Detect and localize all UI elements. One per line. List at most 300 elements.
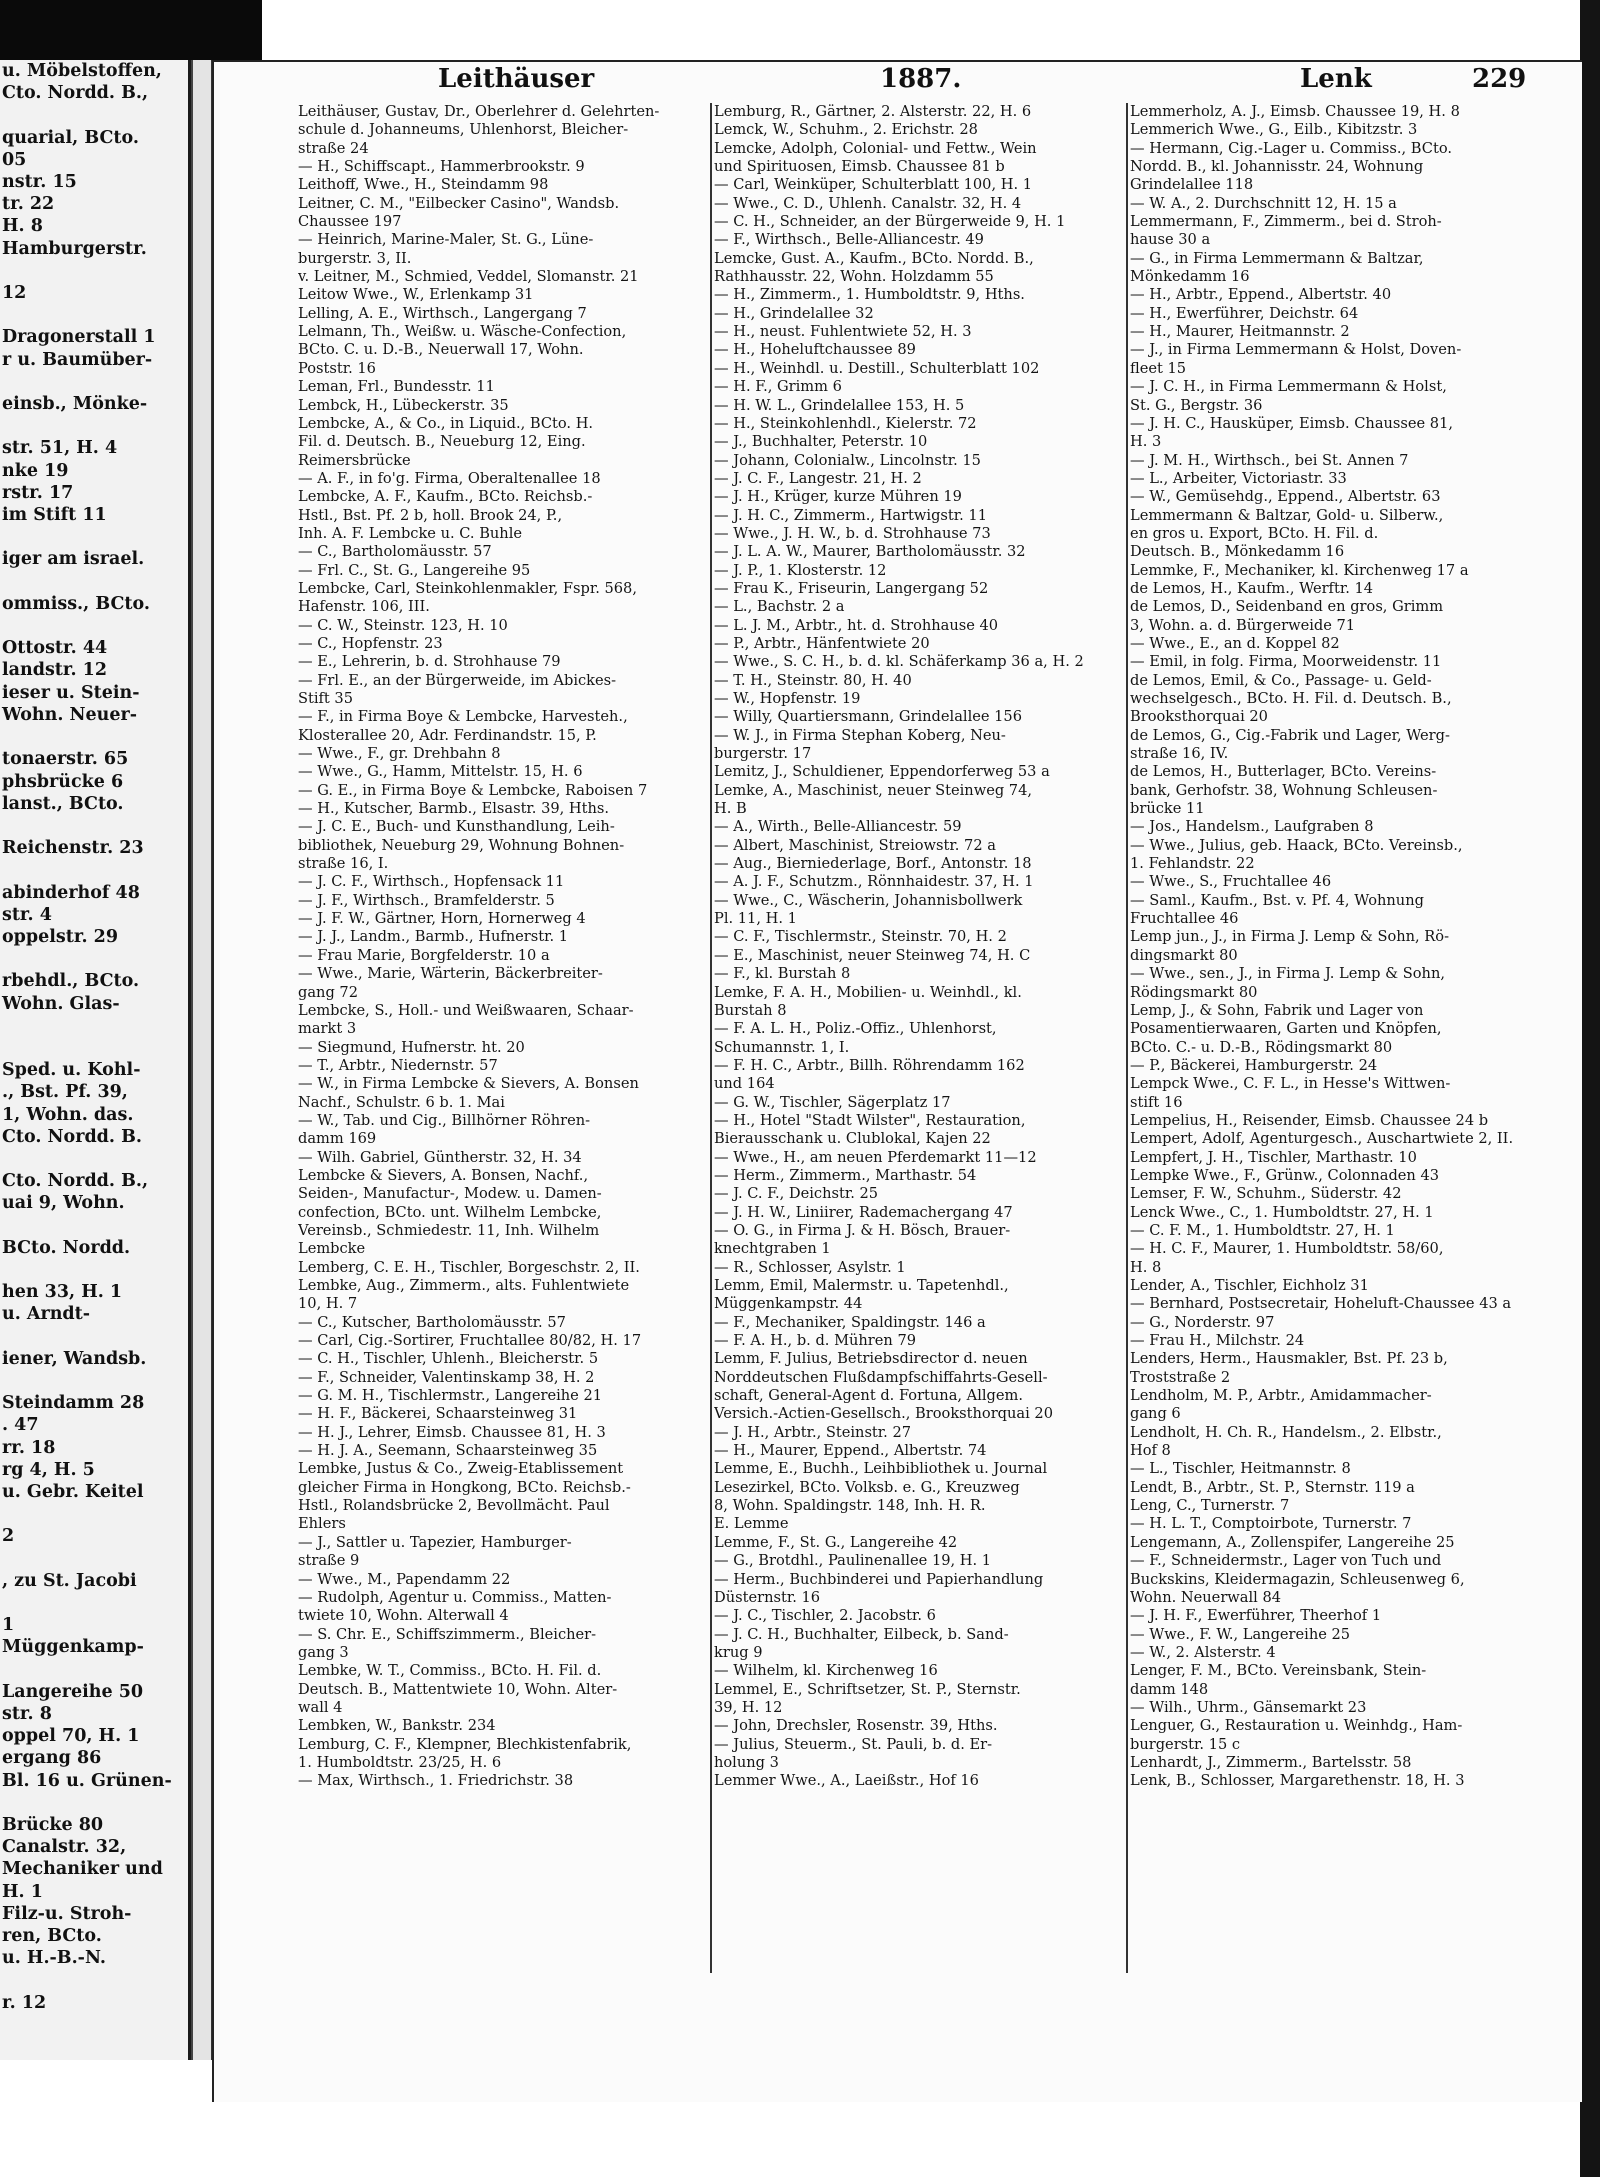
left-page-line: ergang 86: [2, 1748, 102, 1769]
left-page-line: [0, 1037, 188, 1059]
directory-entry-line: Lembke, Aug., Zimmerm., alts. Fuhlentwiete: [298, 1277, 630, 1294]
directory-entry-line: knechtgraben 1: [714, 1240, 831, 1258]
left-page-line: phsbrücke 6: [2, 771, 124, 792]
directory-entry-line: Lemitz, J., Schuldiener, Eppendorferweg 53 a: [714, 763, 1050, 781]
directory-entry-line: und Spirituosen, Eimsb. Chaussee 81 b: [714, 158, 1005, 176]
directory-entry-line: — C., Kutscher, Bartholomäusstr. 57: [298, 1313, 566, 1331]
directory-entry-line: Lemke, A., Maschinist, neuer Steinweg 74,: [714, 781, 1033, 799]
directory-entry-line: gleicher Firma in Hongkong, BCto. Reichsb.-: [298, 1478, 631, 1496]
directory-entry-line: — Wwe., H., am neuen Pferdemarkt 11—12: [714, 1148, 1037, 1166]
directory-entry-line: Lembck, H., Lübeckerstr. 35: [298, 396, 509, 414]
directory-entry-line: — W. J., in Firma Stephan Koberg, Neu-: [714, 726, 1006, 744]
left-page-line: ommiss., BCto.: [2, 593, 150, 614]
directory-entry-line: — Frl. C., St. G., Langereihe 95: [298, 561, 531, 579]
directory-entry-line: — H., Zimmerm., 1. Humboldtstr. 9, Hths.: [714, 286, 1025, 304]
directory-entry-line: — Herm., Zimmerm., Marthastr. 54: [714, 1166, 977, 1184]
directory-entry-line: — Wwe., S., Fruchtallee 46: [1130, 873, 1332, 891]
directory-entry-line: Rödingsmarkt 80: [1130, 983, 1258, 1001]
directory-entry-line: — Carl, Weinküper, Schulterblatt 100, H. 1: [714, 176, 1033, 194]
left-page-line: oppelstr. 29: [2, 926, 119, 947]
page-number: 229: [1472, 64, 1527, 94]
directory-entry-line: — O. G., in Firma J. & H. Bösch, Brauer-: [714, 1221, 1011, 1239]
directory-entry-line: Lender, A., Tischler, Eichholz 31: [1130, 1277, 1369, 1294]
directory-entry-line: 1. Humboldtstr. 23/25, H. 6: [298, 1753, 502, 1771]
directory-entry-line: Lelling, A. E., Wirthsch., Langergang 7: [298, 304, 587, 322]
directory-entry-line: straße 9: [298, 1552, 360, 1570]
directory-entry-line: straße 16, I.: [298, 855, 389, 873]
directory-entry-line: straße 16, IV.: [1130, 745, 1229, 763]
directory-entry-line: Lemser, F. W., Schuhm., Süderstr. 42: [1130, 1185, 1402, 1203]
book-gutter: [191, 60, 213, 2060]
directory-entry-line: — H. F., Grimm 6: [714, 378, 842, 396]
directory-entry-line: Burstah 8: [714, 1001, 787, 1019]
left-page-line: iener, Wandsb.: [2, 1348, 147, 1369]
directory-entry-line: stift 16: [1130, 1093, 1183, 1111]
directory-entry-line: — Hermann, Cig.-Lager u. Commiss., BCto.: [1130, 139, 1452, 157]
directory-entry-line: — H. J. A., Seemann, Schaarsteinweg 35: [298, 1442, 598, 1460]
left-page-line: str. 4: [2, 904, 52, 925]
directory-entry-line: gang 72: [298, 983, 358, 1001]
left-page-line: Ottostr. 44: [2, 638, 108, 659]
directory-entry-line: Posamentierwaaren, Garten und Knöpfen,: [1130, 1020, 1442, 1038]
directory-entry-line: Vereinsb., Schmiedestr. 11, Inh. Wilhelm: [298, 1221, 600, 1239]
directory-entry-line: — F. A. L. H., Poliz.-Offiz., Uhlenhorst,: [714, 1020, 997, 1038]
directory-entry-line: — W., 2. Alsterstr. 4: [1130, 1643, 1276, 1661]
directory-entry-line: confection, BCto. unt. Wilhelm Lembcke,: [298, 1203, 602, 1221]
directory-entry-line: — L., Arbeiter, Victoriastr. 33: [1130, 469, 1347, 487]
directory-entry-line: Buckskins, Kleidermagazin, Schleusenweg 6,: [1130, 1570, 1465, 1588]
directory-entry-line: Lemme, F., St. G., Langereihe 42: [714, 1533, 958, 1551]
left-page-line: [0, 1659, 188, 1681]
directory-entry-line: — F. A. H., b. d. Mühren 79: [714, 1332, 917, 1350]
directory-entry-line: — H. J., Lehrer, Eimsb. Chaussee 81, H. 3: [298, 1423, 606, 1441]
directory-entry-line: Leman, Frl., Bundesstr. 11: [298, 378, 495, 396]
left-page-line: rg 4, H. 5: [2, 1459, 95, 1480]
directory-entry-line: — Aug., Bierniederlage, Borf., Antonstr. 18: [714, 855, 1032, 873]
directory-entry-line: Lesezirkel, BCto. Volksb. e. G., Kreuzweg: [714, 1478, 1020, 1496]
directory-entry-line: Leithäuser, Gustav, Dr., Oberlehrer d. Gelehrten-: [298, 103, 660, 120]
left-page-line: [0, 1592, 188, 1614]
directory-entry-line: — H., Maurer, Heitmannstr. 2: [1130, 323, 1350, 341]
directory-entry-line: — Wwe., Marie, Wärterin, Bäckerbreiter-: [298, 965, 603, 983]
left-page-line: H. 1: [2, 1881, 43, 1902]
left-page-line: abinderhof 48: [2, 882, 140, 903]
directory-entry-line: H. 8: [1130, 1258, 1162, 1276]
directory-entry-line: — Wwe., Julius, geb. Haack, BCto. Vereinsb.,: [1130, 836, 1463, 854]
directory-entry-line: — H. F., Bäckerei, Schaarsteinweg 31: [298, 1405, 578, 1423]
directory-entry-line: Brooksthorquai 20: [1130, 708, 1268, 726]
directory-entry-line: Klosterallee 20, Adr. Ferdinandstr. 15, P.: [298, 726, 597, 744]
directory-entry-line: — Wilh., Uhrm., Gänsemarkt 23: [1130, 1698, 1367, 1716]
directory-entry-line: de Lemos, H., Butterlager, BCto. Vereins-: [1130, 763, 1437, 781]
scan-border-top-left: [0, 0, 262, 60]
directory-entry-line: Lemburg, C. F., Klempner, Blechkistenfabrik,: [298, 1735, 632, 1753]
left-page-line: u. Arndt-: [2, 1304, 91, 1325]
directory-entry-line: Fruchtallee 46: [1130, 910, 1239, 928]
directory-entry-line: — Albert, Maschinist, Streiowstr. 72 a: [714, 836, 996, 854]
directory-entry-line: — T., Arbtr., Niedernstr. 57: [298, 1056, 498, 1074]
directory-entry-line: Stift 35: [298, 690, 354, 707]
directory-entry-line: — W., Gemüsehdg., Eppend., Albertstr. 63: [1130, 488, 1441, 506]
directory-entry-line: — H., Arbtr., Eppend., Albertstr. 40: [1130, 286, 1392, 304]
directory-entry-line: wall 4: [298, 1698, 343, 1716]
directory-entry-line: — J. H. F., Ewerführer, Theerhof 1: [1130, 1607, 1382, 1625]
left-page-line: [0, 859, 188, 881]
left-page-line: , zu St. Jacobi: [2, 1570, 137, 1591]
directory-entry-line: bibliothek, Neueburg 29, Wohnung Bohnen-: [298, 836, 625, 854]
directory-entry-line: gang 3: [298, 1643, 349, 1661]
directory-entry-line: Lenguer, G., Restauration u. Weinhdg., Ham-: [1130, 1717, 1463, 1735]
left-page-line: u. Gebr. Keitel: [2, 1482, 144, 1502]
left-page-line: rbehdl., BCto.: [2, 971, 140, 992]
directory-entry-line: twiete 10, Wohn. Alterwall 4: [298, 1607, 509, 1625]
directory-entry-line: Lengemann, A., Zollenspifer, Langereihe 25: [1130, 1533, 1455, 1551]
directory-entry-line: fleet 15: [1130, 359, 1187, 377]
directory-entry-line: schaft, General-Agent d. Fortuna, Allgem.: [714, 1387, 1024, 1405]
directory-entry-line: wechselgesch., BCto. H. Fil. d. Deutsch. B.,: [1130, 690, 1452, 707]
directory-entry-line: Grindelallee 118: [1130, 176, 1254, 194]
left-page-line: [0, 260, 188, 282]
directory-entry-line: — Johann, Colonialw., Lincolnstr. 15: [714, 451, 981, 469]
directory-entry-line: — Wilhelm, kl. Kirchenweg 16: [714, 1662, 938, 1680]
directory-entry-line: Lemm, F. Julius, Betriebsdirector d. neuen: [714, 1350, 1028, 1368]
directory-entry-line: — F., Mechaniker, Spaldingstr. 146 a: [714, 1313, 986, 1331]
left-page-line: Dragonerstall 1: [2, 327, 156, 348]
left-page-line: tonaerstr. 65: [2, 749, 129, 770]
left-page-line: 1: [2, 1615, 15, 1636]
directory-entry-line: Nachf., Schulstr. 6 b. 1. Mai: [298, 1093, 505, 1111]
directory-entry-line: Lempfert, J. H., Tischler, Marthastr. 10: [1130, 1148, 1417, 1166]
directory-entry-line: 8, Wohn. Spaldingstr. 148, Inh. H. R.: [714, 1497, 986, 1515]
directory-entry-line: 39, H. 12: [714, 1698, 783, 1716]
directory-entry-line: Lembcke, A., & Co., in Liquid., BCto. H.: [298, 414, 594, 432]
directory-entry-line: — W., Tab. und Cig., Billhörner Röhren-: [298, 1111, 591, 1129]
left-page-line: Sped. u. Kohl-: [2, 1060, 141, 1081]
directory-entry-line: Lembken, W., Bankstr. 234: [298, 1717, 496, 1735]
directory-entry-line: Leithoff, Wwe., H., Steindamm 98: [298, 176, 549, 194]
left-page-line: Brücke 80: [2, 1815, 104, 1836]
directory-entry-line: — Wwe., E., an d. Koppel 82: [1130, 634, 1340, 652]
directory-entry-line: — J. P., 1. Klosterstr. 12: [714, 561, 887, 579]
left-page-line: [0, 1792, 188, 1814]
directory-entry-line: Lemme, E., Buchh., Leihbibliothek u. Journal: [714, 1460, 1048, 1478]
scan-border-right: [1580, 0, 1600, 2177]
directory-entry-line: — Wwe., F., gr. Drehbahn 8: [298, 745, 501, 763]
directory-entry-line: — J. F., Wirthsch., Bramfelderstr. 5: [298, 891, 555, 909]
directory-entry-line: Hstl., Rolandsbrücke 2, Bevollmächt. Paul: [298, 1497, 610, 1515]
directory-entry-line: — G. W., Tischler, Sägerplatz 17: [714, 1093, 951, 1111]
directory-entry-line: — R., Schlosser, Asylstr. 1: [714, 1258, 906, 1276]
directory-entry-line: — Wwe., C., Wäscherin, Johannisbollwerk: [714, 891, 1023, 909]
directory-column-1: [298, 103, 706, 1983]
directory-entry-line: — H., Hoheluftchaussee 89: [714, 341, 916, 359]
directory-entry-line: — E., Lehrerin, b. d. Strohhause 79: [298, 653, 561, 671]
directory-entry-line: Lemberg, C. E. H., Tischler, Borgeschstr. 2, II.: [298, 1258, 640, 1276]
directory-entry-line: Lembcke, A. F., Kaufm., BCto. Reichsb.-: [298, 488, 593, 506]
directory-entry-line: Lempke Wwe., F., Grünw., Colonnaden 43: [1130, 1166, 1440, 1184]
left-page-line: Cto. Nordd. B.: [2, 1126, 142, 1147]
directory-entry-line: — Wwe., C. D., Uhlenh. Canalstr. 32, H. 4: [714, 194, 1022, 212]
directory-entry-line: St. G., Bergstr. 36: [1130, 396, 1263, 414]
directory-entry-line: Troststraße 2: [1130, 1368, 1231, 1386]
directory-entry-line: — G. E., in Firma Boye & Lembcke, Raboisen 7: [298, 781, 648, 799]
left-page-line: landstr. 12: [2, 660, 108, 681]
left-page-line: [0, 615, 188, 637]
directory-entry-line: — Wwe., S. C. H., b. d. kl. Schäferkamp 36 a, H. 2: [714, 653, 1084, 671]
directory-entry-line: — H., Schiffscapt., Hammerbrookstr. 9: [298, 158, 585, 176]
directory-entry-line: — H. W. L., Grindelallee 153, H. 5: [714, 396, 965, 414]
directory-entry-line: — J., Buchhalter, Peterstr. 10: [714, 433, 928, 451]
left-page-line: Wohn. Glas-: [2, 993, 120, 1014]
directory-entry-line: — J. C., Tischler, 2. Jacobstr. 6: [714, 1607, 936, 1625]
directory-entry-line: — Frau Marie, Borgfelderstr. 10 a: [298, 946, 550, 964]
left-page-line: [0, 1548, 188, 1570]
directory-entry-line: — F., in Firma Boye & Lembcke, Harvesteh.,: [298, 708, 628, 726]
directory-entry-line: Poststr. 16: [298, 359, 376, 377]
left-page-line: ieser u. Stein-: [2, 682, 140, 703]
directory-entry-line: hause 30 a: [1130, 231, 1211, 249]
directory-entry-line: Wohn. Neuerwall 84: [1130, 1588, 1282, 1606]
directory-entry-line: Lemm, Emil, Malermstr. u. Tapetenhdl.,: [714, 1277, 1009, 1294]
directory-entry-line: — John, Drechsler, Rosenstr. 39, Hths.: [714, 1717, 998, 1735]
directory-entry-line: — F., Wirthsch., Belle-Alliancestr. 49: [714, 231, 984, 249]
left-page-line: rstr. 17: [2, 482, 74, 503]
directory-entry-line: — J. H. C., Zimmerm., Hartwigstr. 11: [714, 506, 987, 524]
directory-entry-line: — A. J. F., Schutzm., Rönnhaidestr. 37, H. 1: [714, 873, 1034, 891]
left-page-line: [0, 1015, 188, 1037]
left-page-line: 1, Wohn. das.: [2, 1104, 134, 1125]
directory-entry-line: — F., Schneidermstr., Lager von Tuch und: [1130, 1552, 1442, 1570]
left-page-line: Bl. 16 u. Grünen-: [2, 1770, 172, 1791]
directory-entry-line: — A. F., in fo'g. Firma, Oberaltenallee 18: [298, 469, 601, 487]
directory-entry-line: — Willy, Quartiersmann, Grindelallee 156: [714, 708, 1022, 726]
left-page-line: Langereihe 50: [2, 1681, 144, 1702]
left-page-line: u. Möbelstoffen,: [2, 61, 162, 81]
directory-entry-line: — H. C. F., Maurer, 1. Humboldtstr. 58/60,: [1130, 1240, 1444, 1258]
left-page-line: H. 8: [2, 216, 43, 237]
left-page-line: r u. Baumüber-: [2, 349, 153, 370]
column-divider: [710, 103, 712, 1973]
directory-entry-line: — C. F. M., 1. Humboldtstr. 27, H. 1: [1130, 1221, 1395, 1239]
directory-entry-line: burgerstr. 15 c: [1130, 1735, 1241, 1753]
directory-entry-line: Lelmann, Th., Weißw. u. Wäsche-Confection,: [298, 323, 627, 341]
left-page-line: r. 12: [2, 1992, 47, 2013]
directory-entry-line: damm 169: [298, 1130, 377, 1148]
directory-entry-line: — L., Tischler, Heitmannstr. 8: [1130, 1460, 1351, 1478]
directory-entry-line: Lembke, W. T., Commiss., BCto. H. Fil. d.: [298, 1662, 602, 1680]
directory-entry-line: Lemmermann, F., Zimmerm., bei d. Stroh-: [1130, 213, 1442, 231]
directory-entry-line: de Lemos, D., Seidenband en gros, Grimm: [1130, 598, 1444, 616]
directory-entry-line: Lenders, Herm., Hausmakler, Bst. Pf. 23 b,: [1130, 1350, 1448, 1368]
directory-entry-line: — J. C. F., Deichstr. 25: [714, 1185, 879, 1203]
directory-entry-line: Bierausschank u. Clublokal, Kajen 22: [714, 1130, 991, 1148]
directory-entry-line: Lemmerich Wwe., G., Eilb., Kibitzstr. 3: [1130, 121, 1418, 139]
directory-entry-line: — J. C. F., Langestr. 21, H. 2: [714, 469, 922, 487]
left-page-line: [0, 815, 188, 837]
directory-entry-line: — A., Wirth., Belle-Alliancestr. 59: [714, 818, 962, 836]
left-page-line: tr. 22: [2, 194, 55, 215]
directory-entry-line: H. 3: [1130, 433, 1162, 451]
left-page-line: [0, 948, 188, 970]
left-page-line: str. 51, H. 4: [2, 438, 118, 459]
directory-entry-line: — H., Ewerführer, Deichstr. 64: [1130, 304, 1359, 322]
left-page-line: ren, BCto.: [2, 1926, 102, 1947]
directory-entry-line: — Wwe., G., Hamm, Mittelstr. 15, H. 6: [298, 763, 583, 781]
directory-entry-line: Lemke, F. A. H., Mobilien- u. Weinhdl., kl.: [714, 983, 1022, 1001]
directory-entry-line: Lemburg, R., Gärtner, 2. Alsterstr. 22, H. 6: [714, 103, 1032, 120]
directory-entry-line: Düsternstr. 16: [714, 1588, 821, 1606]
directory-entry-line: — J. C. F., Wirthsch., Hopfensack 11: [298, 873, 565, 891]
left-page-line: [0, 526, 188, 548]
directory-entry-line: — C. H., Tischler, Uhlenh., Bleicherstr. 5: [298, 1350, 599, 1368]
directory-entry-line: — Saml., Kaufm., Bst. v. Pf. 4, Wohnung: [1130, 891, 1424, 909]
directory-entry-line: — J. H. C., Hausküper, Eimsb. Chaussee 81,: [1130, 414, 1454, 432]
directory-entry-line: en gros u. Export, BCto. H. Fil. d.: [1130, 524, 1379, 542]
directory-entry-line: Chaussee 197: [298, 213, 402, 231]
directory-entry-line: krug 9: [714, 1643, 763, 1661]
left-page-line: [0, 304, 188, 326]
left-page-line: Cto. Nordd. B.,: [2, 83, 149, 104]
directory-entry-line: Leitner, C. M., "Eilbecker Casino", Wandsb.: [298, 194, 620, 212]
directory-entry-line: — Max, Wirthsch., 1. Friedrichstr. 38: [298, 1772, 574, 1790]
directory-entry-line: — C. F., Tischlermstr., Steinstr. 70, H. 2: [714, 928, 1007, 946]
directory-entry-line: — Bernhard, Postsecretair, Hoheluft-Chaussee 43 a: [1130, 1295, 1512, 1313]
left-page-line: nke 19: [2, 460, 69, 481]
left-page-line: Filz-u. Stroh-: [2, 1903, 132, 1924]
directory-entry-line: gang 6: [1130, 1405, 1181, 1423]
left-page-line: Müggenkamp-: [2, 1637, 144, 1658]
directory-entry-line: Hafenstr. 106, III.: [298, 598, 430, 616]
left-page-line: Mechaniker und: [2, 1859, 163, 1880]
left-page-line: rr. 18: [2, 1437, 56, 1458]
directory-entry-line: — Wwe., M., Papendamm 22: [298, 1570, 511, 1588]
directory-entry-line: Lembcke, S., Holl.- und Weißwaaren, Schaar-: [298, 1001, 634, 1019]
left-page-line: [0, 726, 188, 748]
directory-entry-line: — C., Bartholomäusstr. 57: [298, 543, 492, 561]
directory-entry-line: Lemcke, Adolph, Colonial- und Fettw., Wein: [714, 139, 1037, 157]
left-page-line: Canalstr. 32,: [2, 1837, 127, 1858]
directory-entry-line: Nordd. B., kl. Johannisstr. 24, Wohnung: [1130, 158, 1424, 176]
left-page-line: [0, 1215, 188, 1237]
directory-entry-line: Lempelius, H., Reisender, Eimsb. Chaussee 24 b: [1130, 1111, 1489, 1129]
left-page-line: [0, 1969, 188, 1991]
directory-entry-line: bank, Gerhofstr. 38, Wohnung Schleusen-: [1130, 781, 1438, 799]
directory-entry-line: schule d. Johanneums, Uhlenhorst, Bleicher-: [298, 121, 629, 139]
directory-entry-line: — H., Hotel "Stadt Wilster", Restauration,: [714, 1111, 1026, 1129]
left-page-line: iger am israel.: [2, 549, 145, 570]
directory-entry-line: — Jos., Handelsm., Laufgraben 8: [1130, 818, 1374, 836]
directory-entry-line: Müggenkampstr. 44: [714, 1295, 863, 1313]
directory-entry-line: Pl. 11, H. 1: [714, 910, 797, 928]
left-page-line: Wohn. Neuer-: [2, 704, 138, 725]
directory-entry-line: Hstl., Bst. Pf. 2 b, holl. Brook 24, P.,: [298, 506, 563, 524]
directory-entry-line: Lemck, W., Schuhm., 2. Erichstr. 28: [714, 121, 978, 139]
directory-entry-line: Versich.-Actien-Gesellsch., Brooksthorquai 20: [714, 1405, 1054, 1423]
directory-entry-line: Deutsch. B., Mattentwiete 10, Wohn. Alter-: [298, 1680, 618, 1698]
directory-entry-line: Reimersbrücke: [298, 451, 411, 469]
directory-entry-line: Lemmermann & Baltzar, Gold- u. Silberw.,: [1130, 506, 1444, 524]
left-page-line: [0, 571, 188, 593]
left-page-line: BCto. Nordd.: [2, 1237, 131, 1258]
directory-entry-line: — P., Bäckerei, Hamburgerstr. 24: [1130, 1056, 1378, 1074]
directory-entry-line: — H., Weinhdl. u. Destill., Schulterblatt 102: [714, 359, 1040, 377]
directory-entry-line: Fil. d. Deutsch. B., Neueburg 12, Eing.: [298, 433, 586, 451]
directory-entry-line: — C. H., Schneider, an der Bürgerweide 9, H. 1: [714, 213, 1066, 231]
directory-entry-line: burgerstr. 17: [714, 745, 812, 763]
directory-entry-line: Inh. A. F. Lembcke u. C. Buhle: [298, 524, 523, 542]
left-page-line: hen 33, H. 1: [2, 1282, 123, 1303]
directory-entry-line: Lenger, F. M., BCto. Vereinsbank, Stein-: [1130, 1662, 1427, 1680]
directory-entry-line: Seiden-, Manufactur-, Modew. u. Damen-: [298, 1185, 602, 1203]
directory-entry-line: Lendholt, H. Ch. R., Handelsm., 2. Elbstr.,: [1130, 1423, 1442, 1441]
left-page-line: Hamburgerstr.: [2, 238, 147, 259]
directory-entry-line: 1. Fehlandstr. 22: [1130, 855, 1255, 873]
directory-entry-line: — L. J. M., Arbtr., ht. d. Strohhause 40: [714, 616, 999, 634]
left-page-line: 12: [2, 283, 27, 304]
directory-entry-line: Hof 8: [1130, 1442, 1171, 1460]
directory-entry-line: Lemp, J., & Sohn, Fabrik und Lager von: [1130, 1001, 1424, 1019]
directory-entry-line: BCto. C. u. D.-B., Neuerwall 17, Wohn.: [298, 341, 584, 359]
directory-entry-line: Lembcke: [298, 1240, 366, 1258]
directory-entry-line: Lemmel, E., Schriftsetzer, St. P., Sternstr.: [714, 1680, 1021, 1698]
left-page-line: [0, 371, 188, 393]
directory-entry-line: Lemmke, F., Mechaniker, kl. Kirchenweg 17 a: [1130, 561, 1469, 579]
directory-entry-line: — J. L. A. W., Maurer, Bartholomäusstr. 32: [714, 543, 1026, 561]
directory-entry-line: — S. Chr. E., Schiffszimmerm., Bleicher-: [298, 1625, 597, 1643]
directory-column-2: [714, 103, 1124, 1983]
directory-entry-line: — Carl, Cig.-Sortirer, Fruchtallee 80/82, H. 17: [298, 1332, 642, 1350]
directory-entry-line: — Wwe., J. H. W., b. d. Strohhause 73: [714, 524, 991, 542]
left-page-line: einsb., Mönke-: [2, 394, 148, 415]
directory-entry-line: — J. C. H., Buchhalter, Eilbeck, b. Sand-: [714, 1625, 1009, 1643]
directory-entry-line: Lemp jun., J., in Firma J. Lemp & Sohn, Rö-: [1130, 928, 1450, 946]
directory-entry-line: Mönkedamm 16: [1130, 268, 1250, 286]
directory-entry-line: — Frau K., Friseurin, Langergang 52: [714, 579, 989, 597]
left-page-line: [0, 1503, 188, 1525]
header-right-keyword: Lenk: [1300, 64, 1372, 94]
directory-entry-line: — Siegmund, Hufnerstr. ht. 20: [298, 1038, 525, 1056]
directory-entry-line: — Julius, Steuerm., St. Pauli, b. d. Er-: [714, 1735, 993, 1753]
left-page-line: [0, 1148, 188, 1170]
directory-entry-line: — H., neust. Fuhlentwiete 52, H. 3: [714, 323, 972, 341]
directory-entry-line: v. Leitner, M., Schmied, Veddel, Slomanstr. 21: [298, 268, 639, 286]
directory-entry-line: H. B: [714, 800, 747, 818]
directory-entry-line: BCto. C.- u. D.-B., Rödingsmarkt 80: [1130, 1038, 1393, 1056]
directory-entry-line: — G. M. H., Tischlermstr., Langereihe 21: [298, 1387, 603, 1405]
directory-entry-line: Lemmer Wwe., A., Laeißstr., Hof 16: [714, 1772, 979, 1790]
directory-entry-line: Deutsch. B., Mönkedamm 16: [1130, 543, 1345, 561]
directory-entry-line: dingsmarkt 80: [1130, 946, 1238, 964]
left-page-line: [0, 1259, 188, 1281]
left-page-line: oppel 70, H. 1: [2, 1726, 140, 1747]
directory-entry-line: Lempert, Adolf, Agenturgesch., Auschartwiete 2, II.: [1130, 1130, 1514, 1148]
directory-entry-line: — J. M. H., Wirthsch., bei St. Annen 7: [1130, 451, 1409, 469]
left-page-line: str. 8: [2, 1704, 52, 1725]
directory-entry-line: — Wilh. Gabriel, Güntherstr. 32, H. 34: [298, 1148, 582, 1166]
directory-entry-line: E. Lemme: [714, 1515, 789, 1533]
left-page-line: Reichenstr. 23: [2, 838, 144, 859]
directory-entry-line: Lemmerholz, A. J., Eimsb. Chaussee 19, H. 8: [1130, 103, 1460, 120]
left-page-line: 2: [2, 1526, 15, 1547]
directory-entry-line: — Frau H., Milchstr. 24: [1130, 1332, 1305, 1350]
directory-entry-line: straße 24: [298, 139, 369, 157]
directory-entry-line: Norddeutschen Flußdampfschiffahrts-Gesell-: [714, 1368, 1048, 1386]
directory-entry-line: und 164: [714, 1075, 775, 1093]
directory-entry-line: Rathhausstr. 22, Wohn. Holzdamm 55: [714, 268, 994, 286]
directory-entry-line: — J. C. H., in Firma Lemmermann & Holst,: [1130, 378, 1447, 396]
directory-entry-line: — G., Brotdhl., Paulinenallee 19, H. 1: [714, 1552, 992, 1570]
left-page-line: 05: [2, 149, 27, 170]
